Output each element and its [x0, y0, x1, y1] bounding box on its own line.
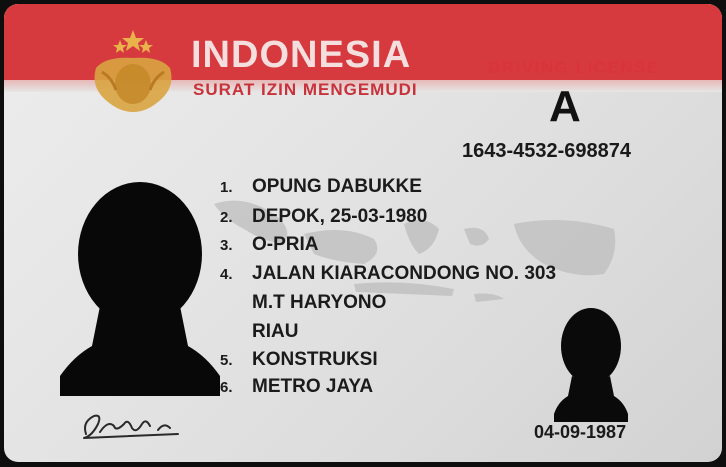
field-address — [220, 263, 556, 285]
field-value: M.T HARYONO — [252, 292, 387, 313]
field-value: OPUNG DABUKKE — [252, 176, 422, 197]
document-type: DRIVING LICENSE — [488, 58, 660, 77]
holder-photo — [56, 176, 224, 396]
field-address-line3 — [252, 321, 298, 343]
field-value: RIAU — [252, 321, 299, 342]
license-subtitle: SURAT IZIN MENGEMUDI — [193, 80, 418, 99]
field-name — [220, 176, 422, 198]
field-number: 2. — [220, 209, 233, 226]
holder-photo-small — [552, 304, 630, 422]
license-number: 1643-4532-698874 — [462, 140, 632, 162]
field-number: 1. — [220, 179, 233, 196]
field-value: METRO JAYA — [252, 376, 374, 397]
police-emblem-icon — [88, 28, 178, 118]
field-value: DEPOK, 25-03-1980 — [252, 206, 428, 227]
field-number: 3. — [220, 237, 233, 254]
expiry-date: 04-09-1987 — [534, 422, 627, 442]
field-occupation — [220, 349, 378, 371]
field-number: 5. — [220, 352, 233, 369]
field-value: KONSTRUKSI — [252, 349, 378, 370]
field-birth — [220, 206, 427, 228]
field-blood-gender — [220, 234, 319, 256]
license-category: A — [549, 82, 581, 131]
field-address-line2 — [252, 292, 386, 314]
field-value: JALAN KIARACONDONG NO. 303 — [252, 263, 557, 284]
field-number: 6. — [220, 379, 233, 396]
field-number: 4. — [220, 266, 233, 283]
signature-icon — [78, 402, 188, 442]
license-card — [4, 4, 722, 462]
field-value: O-PRIA — [252, 234, 319, 255]
field-issuer — [220, 376, 373, 398]
country-title: INDONESIA — [191, 34, 412, 76]
